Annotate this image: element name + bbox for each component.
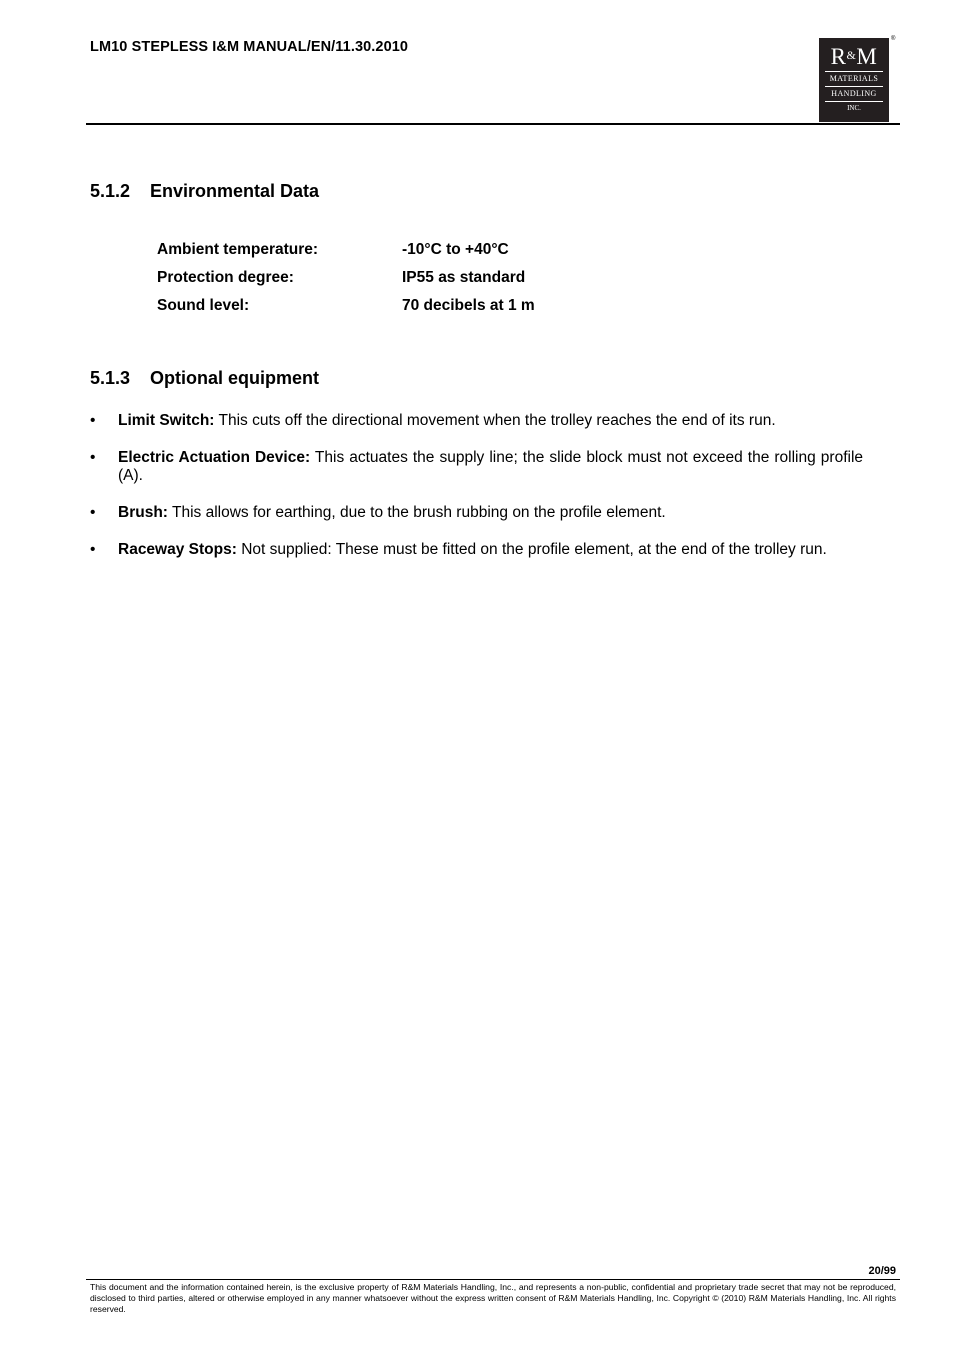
env-label: Sound level: [157,297,250,314]
section-number: 5.1.2 [90,181,131,201]
env-value: -10°C to +40°C [402,241,509,258]
bullet-icon: • [90,449,96,466]
item-text: This allows for earthing, due to the brush rubbing on the profile element. [167,504,666,521]
bullet-icon: • [90,504,96,521]
confidentiality-notice: This document and the information contained herein, is the exclusive property of R&M Materials Handling, Inc., and represents a non-public, confidential and proprietary trade secret that may not be reproduced, disclosed to third parties, altered or otherwise employed in any manner whatsoever without the express written consent of R&M Materials Handling, Inc. Copyright © (2010) R&M Materials Handling, Inc. All rights reserved. [90,1282,896,1314]
bullet-icon: • [90,412,96,429]
document-title: LM10 STEPLESS I&M MANUAL/EN/11.30.2010 [90,39,409,55]
item-term: Brush: [118,504,168,521]
env-value: IP55 as standard [402,269,526,286]
section-number: 5.1.3 [90,368,131,388]
item-text: This actuates the supply line; the slide block must not exceed the rolling profile (A). [118,449,864,484]
list-item-raceway-stops [90,541,863,559]
env-value: 70 decibels at 1 m [402,297,535,314]
footer-divider [86,1279,900,1280]
item-term: Electric Actuation Device: [118,449,311,466]
logo-line-materials: MATERIALS [829,74,879,83]
header-divider [86,123,900,125]
list-item-electric-actuation-device [90,449,863,485]
section-title: Optional equipment [150,368,319,388]
section-heading-environmental [90,181,319,202]
item-term: Raceway Stops: [118,541,237,558]
optional-equipment-list [90,412,863,578]
logo-line-inc: INC. [847,104,861,112]
bullet-icon: • [90,541,96,558]
env-label: Protection degree: [157,269,294,286]
item-text: This cuts off the directional movement when the trolley reaches the end of its run. [214,412,776,429]
item-text: Not supplied: These must be fitted on the profile element, at the end of the trolley run. [236,541,827,558]
logo-line-handling: HANDLING [831,89,877,98]
section-title: Environmental Data [150,181,320,201]
logo-brand: R&M [830,44,878,69]
item-term: Limit Switch: [118,412,215,429]
page-number: 20/99 [868,1265,896,1277]
list-item-brush [90,504,863,522]
rm-logo [819,38,889,122]
registered-mark: ® [891,36,896,42]
list-item-limit-switch [90,412,863,430]
env-label: Ambient temperature: [157,241,319,258]
section-heading-optional-equipment [90,368,319,389]
